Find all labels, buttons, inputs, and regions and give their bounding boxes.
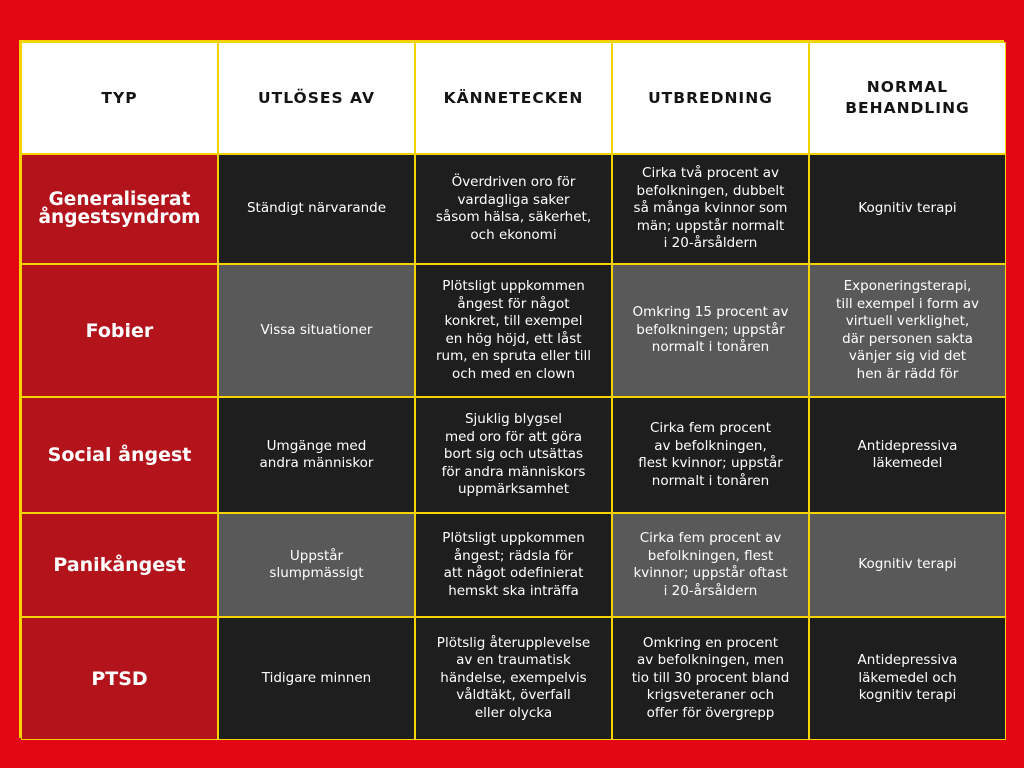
row-traits-cell: Plötsligt uppkommen ångest; rädsla för att något odefinierat hemskt ska inträffa: [415, 513, 612, 617]
column-header-traits: KÄNNETECKEN: [415, 42, 612, 154]
row-prevalence-cell: Cirka fem procent av befolkningen, flest kvinnor; uppstår normalt i tonåren: [612, 397, 809, 513]
row-trigger-cell: Tidigare minnen: [218, 617, 415, 740]
column-header-trigger: UTLÖSES AV: [218, 42, 415, 154]
row-type-cell: Panikångest: [21, 513, 218, 617]
row-traits-cell: Överdriven oro för vardagliga saker såsom hälsa, säkerhet, och ekonomi: [415, 154, 612, 264]
column-header-type: TYP: [21, 42, 218, 154]
row-treatment-cell: Exponeringsterapi, till exempel i form av virtuell verklighet, där personen sakta vänjer sig vid det hen är rädd för: [809, 264, 1006, 397]
row-prevalence-cell: Omkring en procent av befolkningen, men tio till 30 procent bland krigsveteraner och offer för övergrepp: [612, 617, 809, 740]
row-trigger-cell: Vissa situationer: [218, 264, 415, 397]
row-treatment-cell: Kognitiv terapi: [809, 154, 1006, 264]
row-traits-cell: Sjuklig blygsel med oro för att göra bort sig och utsättas för andra människors uppmärksamhet: [415, 397, 612, 513]
row-type-cell: Fobier: [21, 264, 218, 397]
row-treatment-cell: Antidepressiva läkemedel: [809, 397, 1006, 513]
row-type-cell: PTSD: [21, 617, 218, 740]
row-trigger-cell: Ständigt närvarande: [218, 154, 415, 264]
row-prevalence-cell: Omkring 15 procent av befolkningen; uppstår normalt i tonåren: [612, 264, 809, 397]
row-prevalence-cell: Cirka fem procent av befolkningen, flest kvinnor; uppstår oftast i 20-årsåldern: [612, 513, 809, 617]
row-treatment-cell: Antidepressiva läkemedel och kognitiv terapi: [809, 617, 1006, 740]
row-prevalence-cell: Cirka två procent av befolkningen, dubbelt så många kvinnor som män; uppstår normalt i 20-årsåldern: [612, 154, 809, 264]
column-header-prevalence: UTBREDNING: [612, 42, 809, 154]
row-traits-cell: Plötslig återupplevelse av en traumatisk händelse, exempelvis våldtäkt, överfall eller olycka: [415, 617, 612, 740]
anxiety-types-table: [19, 40, 1004, 738]
row-traits-cell: Plötsligt uppkommen ångest för något konkret, till exempel en hög höjd, ett låst rum, en spruta eller till och med en clown: [415, 264, 612, 397]
column-header-treatment: NORMAL BEHANDLING: [809, 42, 1006, 154]
row-type-cell: Generaliserat ångestsyndrom: [21, 154, 218, 264]
row-type-cell: Social ångest: [21, 397, 218, 513]
row-treatment-cell: Kognitiv terapi: [809, 513, 1006, 617]
row-trigger-cell: Umgänge med andra människor: [218, 397, 415, 513]
row-trigger-cell: Uppstår slumpmässigt: [218, 513, 415, 617]
